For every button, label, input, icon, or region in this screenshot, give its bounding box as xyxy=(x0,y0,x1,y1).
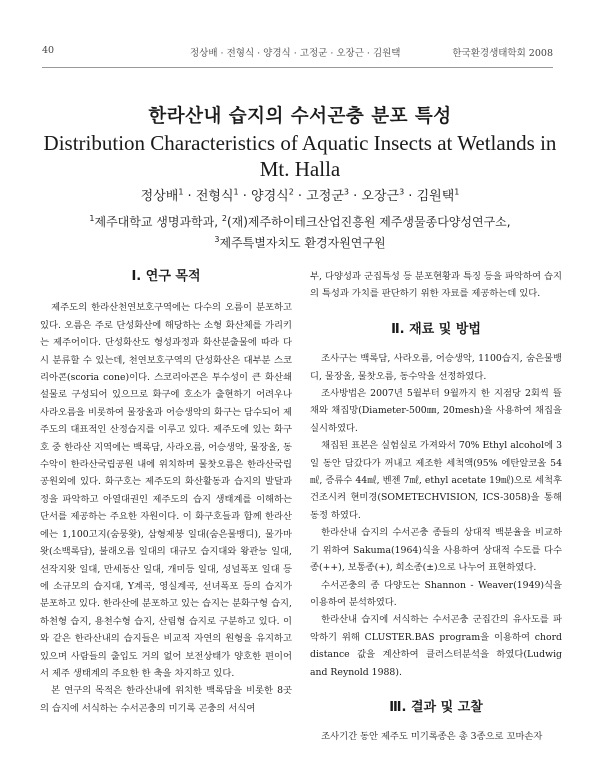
section-heading-purpose: Ⅰ. 연구 목적 xyxy=(131,269,201,284)
right-column xyxy=(310,268,562,746)
author-separator: · xyxy=(404,189,417,204)
author-separator: · xyxy=(348,189,362,204)
body-paragraph: 조사방법은 2007년 5월부터 9월까지 한 지점당 2회씩 뜰채와 채집망(Diameter-500㎜, 20mesh)을 사용하여 채집을 실시하였다. xyxy=(310,388,562,434)
affiliation-text: (재)제주하이테크산업진흥원 제주생물종다양성연구소, xyxy=(226,215,511,229)
body-paragraph: 한라산내 습지의 수서곤충 종들의 상대적 백분율을 비교하기 위하여 Sakuma(1964)식을 사용하여 상대적 수도를 다수종(++), 보통종(+), 희소종(±)으로 나누어 표현하였다. xyxy=(310,527,562,574)
body-paragraph: 한라산내 습지에 서식하는 수서곤충 군집간의 유사도를 파악하기 위해 CLUSTER.BAS program을 이용하여 chord distance 값을 계산하여 클러스터분석을 하였다(Ludwig and Reynold 1988). xyxy=(310,614,562,678)
section-heading-methods: Ⅱ. 재료 및 방법 xyxy=(391,321,481,337)
author-byline xyxy=(0,185,600,204)
affiliations xyxy=(60,210,540,252)
body-paragraph: 조사기간 동안 제주도 미기록종은 총 3종으로 꼬마손자 xyxy=(321,731,543,743)
journal-name: 한국환경생태학회 2008 xyxy=(452,48,553,59)
page-number: 40 xyxy=(42,45,55,56)
affiliation-text: 제주특별자치도 환경자원연구원 xyxy=(219,236,386,250)
affiliation-mark: 3 xyxy=(214,235,220,244)
affiliation-mark: 1 xyxy=(233,187,239,197)
body-paragraph: 조사구는 백록담, 사라오름, 어승생악, 1100습지, 숨은물뱅디, 물장올, 물찻오름, 동수악을 선정하였다. xyxy=(310,353,562,382)
author-name: 고정군 xyxy=(306,189,344,204)
affiliation-mark: 1 xyxy=(89,214,95,223)
affiliation-mark: 1 xyxy=(454,187,460,197)
body-paragraph: 본 연구의 목적은 한라산내에 위치한 백록담을 비롯한 8곳의 습지에 서식하는 수서곤충의 미기록 곤충의 서식여 xyxy=(40,685,292,714)
running-header xyxy=(42,45,553,63)
left-column xyxy=(40,268,292,717)
affiliation-mark: 3 xyxy=(343,187,349,197)
korean-title: 한라산내 습지의 수서곤충 분포 특성 xyxy=(148,106,452,127)
author-name: 전형식 xyxy=(195,189,234,204)
header-authors: 정상배 · 전형식 · 양경식 · 고정군 · 오장근 · 김원택 xyxy=(190,48,401,59)
author-separator: · xyxy=(183,189,196,204)
affiliation-mark: 1 xyxy=(178,187,184,197)
header-rule xyxy=(42,67,553,68)
english-title: Distribution Characteristics of Aquatic Insects at Wetlands in Mt. Halla xyxy=(43,131,557,181)
author-name: 양경식 xyxy=(251,189,289,204)
body-paragraph: 채집된 표본은 실험실로 가져와서 70% Ethyl alcohol에 3일 동안 담갔다가 꺼내고 제조한 세척액(95% 에탄알코올 54㎖, 증류수 44㎖, 벤젠 7㎖, ethyl acetate 19㎖)으로 세척후 건조시켜 현미경(SOMETECHVISION, ICS-3058)을 통해 동정 하였다. xyxy=(310,440,562,521)
section-heading-results: Ⅲ. 결과 및 고찰 xyxy=(389,699,483,715)
affiliation-mark: 2 xyxy=(221,214,227,223)
affiliation-text: 제주대학교 생명과학과, xyxy=(94,215,222,229)
author-name: 오장근 xyxy=(361,189,400,204)
affiliation-mark: 2 xyxy=(288,187,294,197)
body-paragraph: 제주도의 한라산천연보호구역에는 다수의 오름이 분포하고 있다. 오름은 주로 단성화산에 해당하는 소형 화산체를 가리키는 제주어이다. 단성화산도 형성과정과 화산분출물에 따라 다시 분류할 수 있는데, 천연보호구역의 단성화산은 대부분 스코리아콘(scoria cone)이다. 스코리아콘은 투수성이 큰 화산쇄설물로 구성되어 있으므로 화구에 호소가 출현하기 어려우나 사라오름을 비롯하여 물장올과 어승생악의 화구는 담수되어 제주도의 대표적인 산정습지를 이루고 있다. 제주도에 있는 화구호 중 한라산 지역에는 백록담, 사라오름, 어승생악, 물장올, 동수악이 한라산국립공원 내에 위치하며 물찻오름은 한라산국립공원외에 있다. 화구호는 제주도의 화산활동과 습지의 발달과정을 파악하고 아열대권인 제주도의 습지 생태계를 이해하는 단서를 제공하는 주요한 자원이다. 이 화구호들과 함께 한라산에는 1,100고지(숨뭉왓), 삼형제붕 일대(숨은물뱅디), 물가마왓(소백록담), 불래오름 일대의 대규모 습지대와 왕관능 일대, 선작지왓 일대, 만세동산 일대, 개미등 일대, 성널폭포 일대 등에 소규모의 습지대, Y계곡, 영실계곡, 선녀폭포 등의 습지가 분포하고 있다. 한라산에 분포하고 있는 습지는 분화구형 습지, 하천형 습지, 용천수형 습지, 산림형 습지로 구분하고 있다. 이와 같은 한라산내의 습지들은 비교적 자연의 원형을 유지하고 있으며 사람들의 출입도 거의 없어 보전상태가 양호한 편이어서 제주 생태계의 주요한 한 축을 차지하고 있다. xyxy=(40,302,292,679)
author-separator: · xyxy=(293,189,307,204)
affiliation-mark: 3 xyxy=(399,187,405,197)
author-separator: · xyxy=(238,189,252,204)
author-name: 정상배 xyxy=(140,189,179,204)
author-name: 김원택 xyxy=(416,189,455,204)
body-paragraph: 부, 다양성과 군집특성 등 분포현황과 특징 등을 파악하여 습지의 특성과 가치를 판단하기 위한 자료를 제공하는데 있다. xyxy=(310,271,562,300)
body-paragraph: 수서곤충의 종 다양도는 Shannon - Weaver(1949)식을 이용하여 분석하였다. xyxy=(310,579,562,608)
